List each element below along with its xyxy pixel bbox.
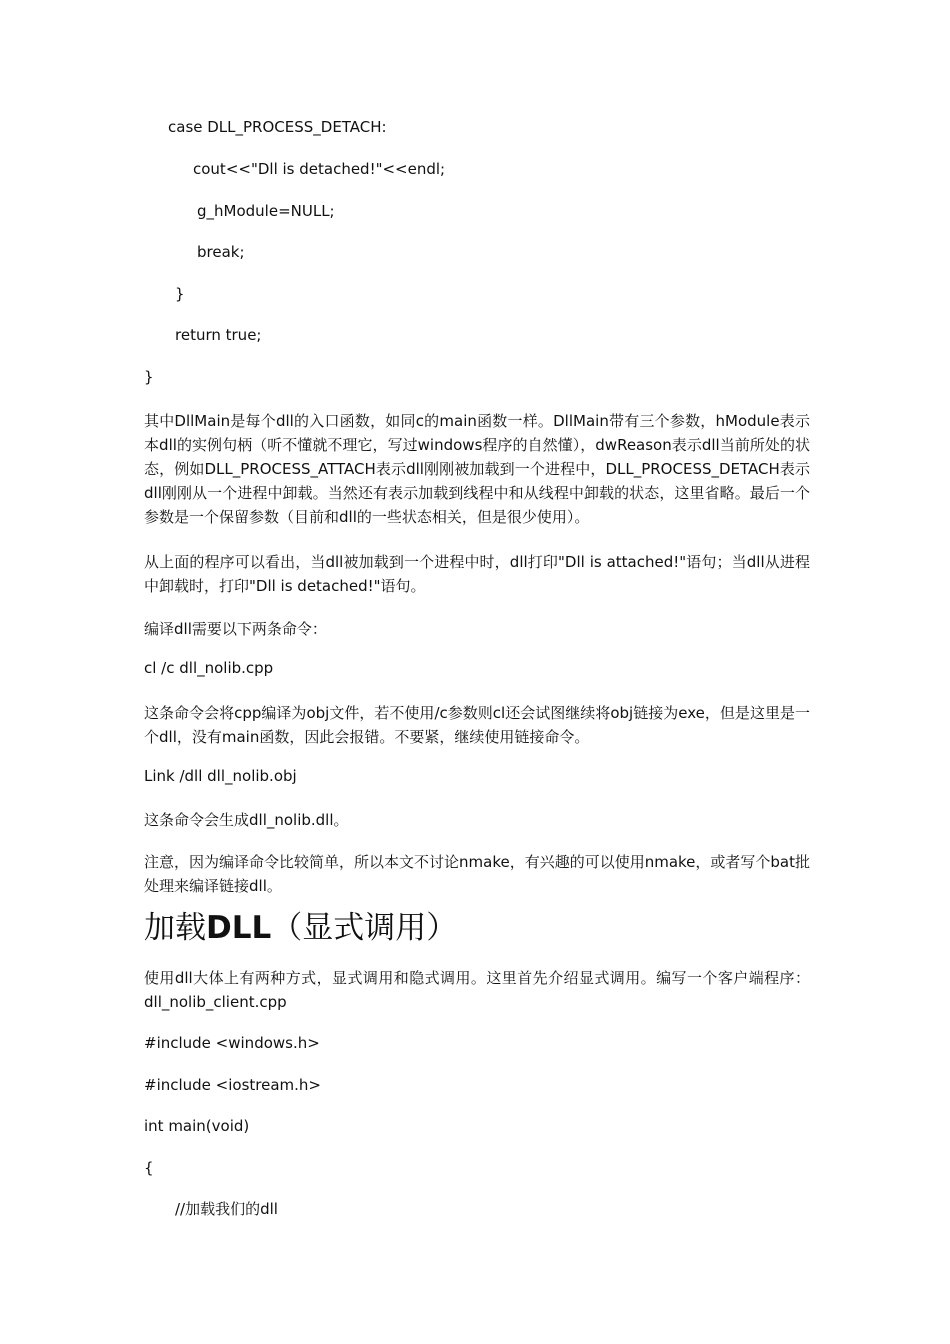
code-line: case DLL_PROCESS_DETACH: xyxy=(168,118,387,136)
paragraph-compile-intro: 编译dll需要以下两条命令： xyxy=(144,620,327,638)
code-line: return true; xyxy=(175,326,262,344)
paragraph-compile-explanation: 这条命令会将cpp编译为obj文件，若不使用/c参数则cl还会试图继续将obj链接为exe，但是这里是一个dll，没有main函数，因此会报错。不要紧，继续使用链接命令。 xyxy=(144,704,810,746)
code-line: #include <windows.h> xyxy=(144,1034,320,1052)
paragraph-output-explanation: 从上面的程序可以看出，当dll被加载到一个进程中时，dll打印"Dll is attached!"语句；当dll从进程中卸载时，打印"Dll is detached!"语句。 xyxy=(144,553,810,595)
paragraph-dllmain-explanation: 其中DllMain是每个dll的入口函数，如同c的main函数一样。DllMain带有三个参数，hModule表示本dll的实例句柄（听不懂就不理它，写过windows程序的自然懂），dwReason表示dll当前所处的状态，例如DLL_PROCESS_ATTACH表示dll刚刚被加载到一个进程中，DLL_PROCESS_DETACH表示dll刚刚从一个进程中卸载。当然还有表示加载到线程中和从线程中卸载的状态，这里省略。最后一个参数是一个保留参数（目前和dll的一些状态相关，但是很少使用）。 xyxy=(144,412,810,526)
code-line: //加载我们的dll xyxy=(175,1200,278,1218)
heading-prefix: 加载 xyxy=(144,910,206,946)
command-compile: cl /c dll_nolib.cpp xyxy=(144,659,274,677)
code-line: } xyxy=(144,368,154,386)
code-line: int main(void) xyxy=(144,1117,250,1135)
code-line: cout<<"Dll is detached!"<<endl; xyxy=(193,160,446,178)
command-link: Link /dll dll_nolib.obj xyxy=(144,767,297,785)
heading-bold: DLL xyxy=(206,910,272,946)
code-line: { xyxy=(144,1159,154,1177)
code-line: break; xyxy=(197,243,245,261)
heading-suffix: （显式调用） xyxy=(271,910,458,946)
code-line: g_hModule=NULL; xyxy=(197,202,335,220)
section-heading xyxy=(144,906,810,950)
paragraph-nmake-note: 注意，因为编译命令比较简单，所以本文不讨论nmake，有兴趣的可以使用nmake，或者写个bat批处理来编译链接dll。 xyxy=(144,853,810,895)
code-line: } xyxy=(175,285,185,303)
code-line: #include <iostream.h> xyxy=(144,1076,322,1094)
paragraph-link-result: 这条命令会生成dll_nolib.dll。 xyxy=(144,811,349,829)
paragraph-explicit-call-intro: 使用dll大体上有两种方式，显式调用和隐式调用。这里首先介绍显式调用。编写一个客户端程序：dll_nolib_client.cpp xyxy=(144,969,810,1011)
